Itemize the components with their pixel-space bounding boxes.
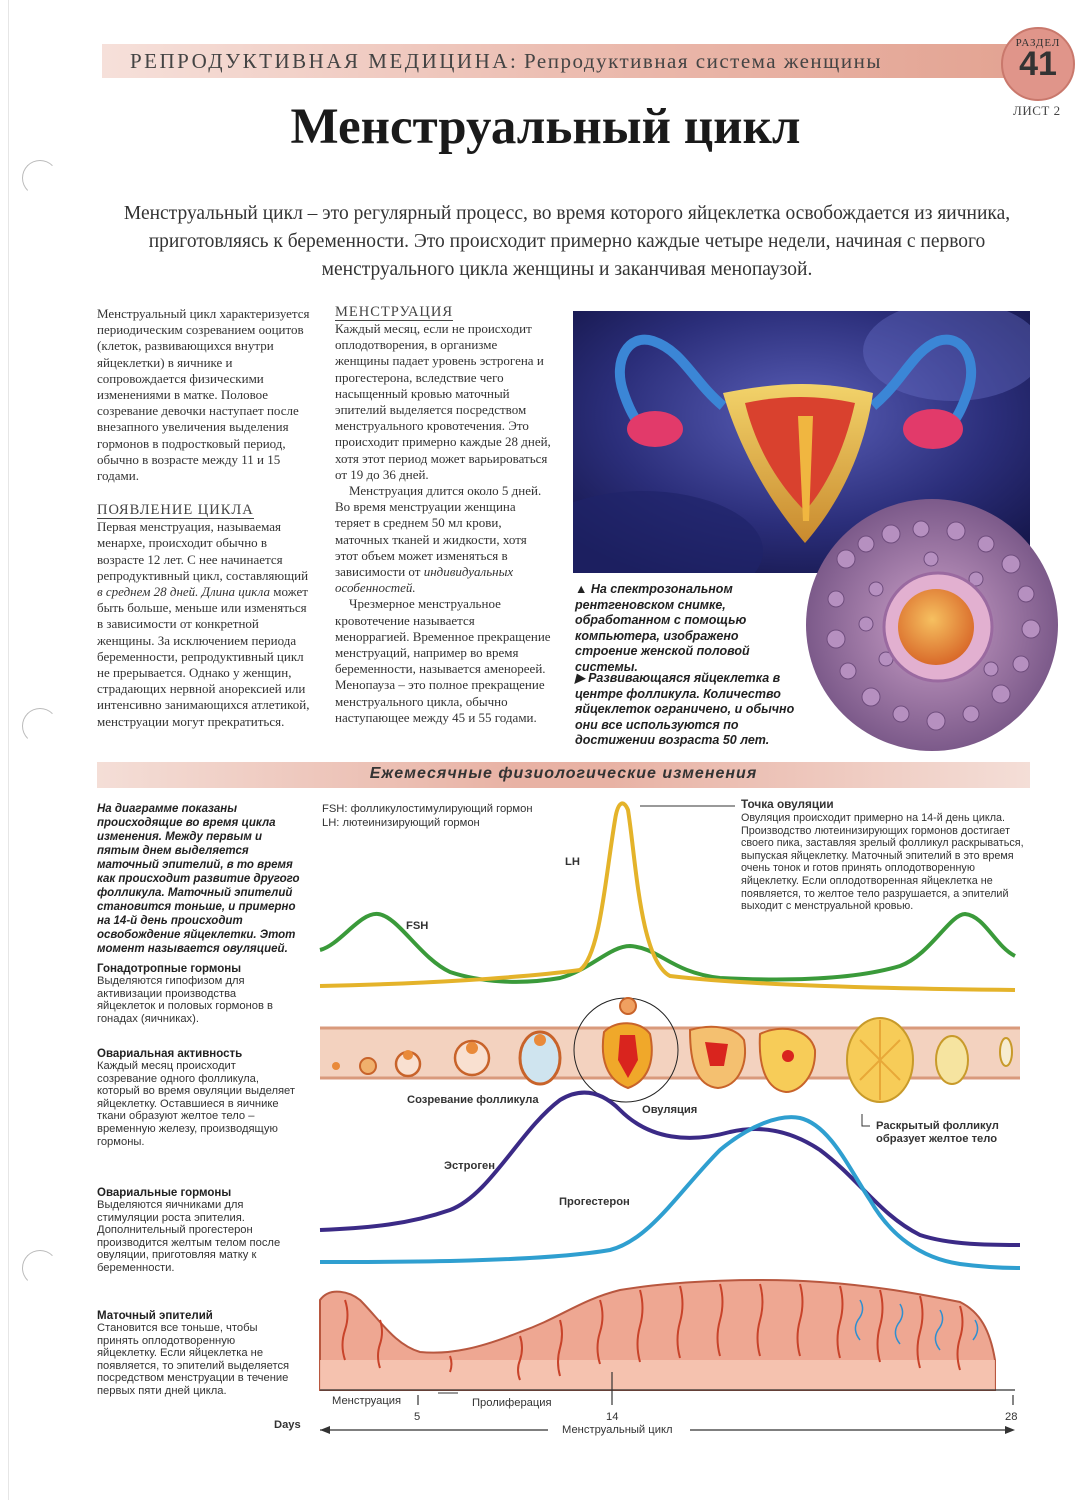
sidebar-hormones-title: Овариальные гормоны: [97, 1187, 232, 1199]
col2-heading: МЕНСТРУАЦИЯ: [335, 304, 454, 320]
xray-caption: ▲ На спектрозональном рентгеновском снимке, обработанном с помощью компьютера, изображено строение женской половой системы.: [575, 582, 750, 674]
sidebar-gonad-text: Выделяются гипофизом для активизации производства яйцеклеток и половых гормонов в гонадах (яичниках).: [97, 975, 273, 1025]
section-title: Ежемесячные физиологические изменения: [369, 765, 758, 782]
tick-label-5: 5: [414, 1411, 421, 1423]
section-number: 41: [1019, 45, 1057, 83]
sidebar-ovary-title: Овариальная активность: [97, 1048, 243, 1060]
lh-label: LH: [565, 856, 580, 868]
ovulation-point-title: Точка овуляции: [741, 797, 834, 811]
legend-lh: LH: лютеинизирующий гормон: [322, 817, 480, 829]
section-label: РАЗДЕЛ: [1015, 37, 1061, 49]
progesterone-label: Прогестерон: [559, 1196, 630, 1208]
proliferation-label: Пролиферация: [472, 1397, 552, 1409]
ovulation-point-text: Овуляция происходит примерно на 14-й день цикла. Производство лютеинизирующих гормонов достигает своего пика, заставляя зрелый фолликул раскрываться, выпуская яйцеклетку. Маточный эпителий в это время очень тонок и готов принять оплодотворенную яйцеклетку. Если оплодотворенная яйцеклетка не появляется, то желтое тело разрушается, а эпителий выходит с менструальной кровью.: [741, 812, 1024, 913]
cycle-axis-label: Менструальный цикл: [562, 1424, 673, 1436]
maturation-label: Созревание фолликула: [407, 1094, 539, 1106]
col2-paragraph-2: Менструация длится около 5 дней. Во время менструации женщина теряет в среднем 50 мл крови, маточных тканей и жидкости, хотя этот объем может изменяться в зависимости от индивидуальных особенностей.: [335, 483, 542, 596]
legend-fsh: FSH: фолликулостимулирующий гормон: [322, 803, 533, 815]
sidebar-intro: На диаграмме показаны происходящие во время цикла изменения. Между первым и пятым днем выделяется маточный эпителий, в то время как происходит развитие другого фолликула. Маточный эпителий становится тоньше, и примерно на 14-й день происходит освобождение яйцеклетки. Этот момент называется овуляцией.: [97, 803, 300, 955]
sidebar-epithelium-title: Маточный эпителий: [97, 1310, 213, 1322]
sheet-number: ЛИСТ 2: [1013, 103, 1061, 118]
days-label: Days: [274, 1419, 301, 1431]
tick-label-28: 28: [1005, 1411, 1018, 1423]
col2-paragraph-3: Чрезмерное менструальное кровотечение называется меноррагией. Временное прекращение менструаций, например во время беременности, называется аменореей. Менопауза – это полное прекращение менструального цикла, обычно наступающее между 45 и 55 годами.: [335, 596, 551, 725]
col1-paragraph-2: Первая менструация, называемая менархе, происходит обычно в возрасте 12 лет. С нее начинается репродуктивный цикл, составляющий в среднем 28 дней. Длина цикла может быть больше, меньше или изменяться в зависимости от конкретной женщины. За исключением периода беременности, репродуктивный цикл не прерывается. Однако у женщин, страдающих нервной анорексией или интенсивно занимающихся атлетикой, менструации могут прекратиться.: [97, 519, 310, 729]
tick-label-14: 14: [606, 1411, 619, 1423]
col2-paragraph: Каждый месяц, если не происходит оплодотворения, в организме женщины падает уровень эстрогена и прогестерона, вследствие чего насыщенный кровью маточный эпителий выделяется посредством менструального кровотечения. Это происходит примерно каждые 28 дней, хотя этот период может варьироваться от 19 до 36 дней.: [335, 321, 551, 482]
follicle-caption: ▶ Развивающаяся яйцеклетка в центре фолликула. Количество яйцеклеток ограничено, и обычно они все используются по достижении возраста 50 лет.: [575, 671, 795, 747]
page-title: Менструальный цикл: [290, 99, 801, 155]
col1-paragraph: Менструальный цикл характеризуется периодическим созреванием ооцитов (клеток, развивающихся внутри яйцеклетки) в яичнике и сопровождается физическими изменениями в матке. Половое созревание девочки наступает после внезапного увеличения выделения гормонов в подростковый период, обычно в возрасте между 11 и 15 годами.: [97, 306, 310, 484]
intro-paragraph: Менструальный цикл – это регулярный процесс, во время которого яйцеклетка освобождается из яичника, приготовляясь к беременности. Это происходит примерно каждые четыре недели, начиная с первого менструального цикла женщины и заканчивая менопаузой.: [123, 203, 1011, 280]
estrogen-label: Эстроген: [444, 1160, 495, 1172]
ovulation-label: Овуляция: [642, 1104, 698, 1116]
col1-heading: ПОЯВЛЕНИЕ ЦИКЛА: [97, 502, 254, 519]
sidebar-hormones-text: Выделяются яичниками для стимуляции роста эпителия. Дополнительный прогестерон производится желтым телом после овуляции, приготовляя матку к беременности.: [97, 1199, 281, 1274]
corpus-luteum-label: Раскрытый фолликул образует желтое тело: [876, 1120, 999, 1145]
sidebar-gonad-title: Гонадотропные гормоны: [97, 963, 242, 975]
fsh-label: FSH: [406, 920, 429, 932]
menstruation-label: Менструация: [332, 1395, 402, 1407]
category-title: РЕПРОДУКТИВНАЯ МЕДИЦИНА: Репродуктивная система женщины: [130, 49, 882, 73]
sidebar-ovary-text: Каждый месяц происходит созревание одного фолликула, который во время овуляции выделяет яйцеклетку. Оставшиеся в яичнике ткани образуют желтое тело – временную железу, производящую гормоны.: [97, 1060, 296, 1148]
sidebar-epithelium-text: Становится все тоньше, чтобы принять оплодотворенную яйцеклетку. Если яйцеклетка не появляется, то эпителий выделяется посредством менструации в течение первых пяти дней цикла.: [97, 1322, 290, 1397]
ovary-band: [320, 1028, 1020, 1078]
